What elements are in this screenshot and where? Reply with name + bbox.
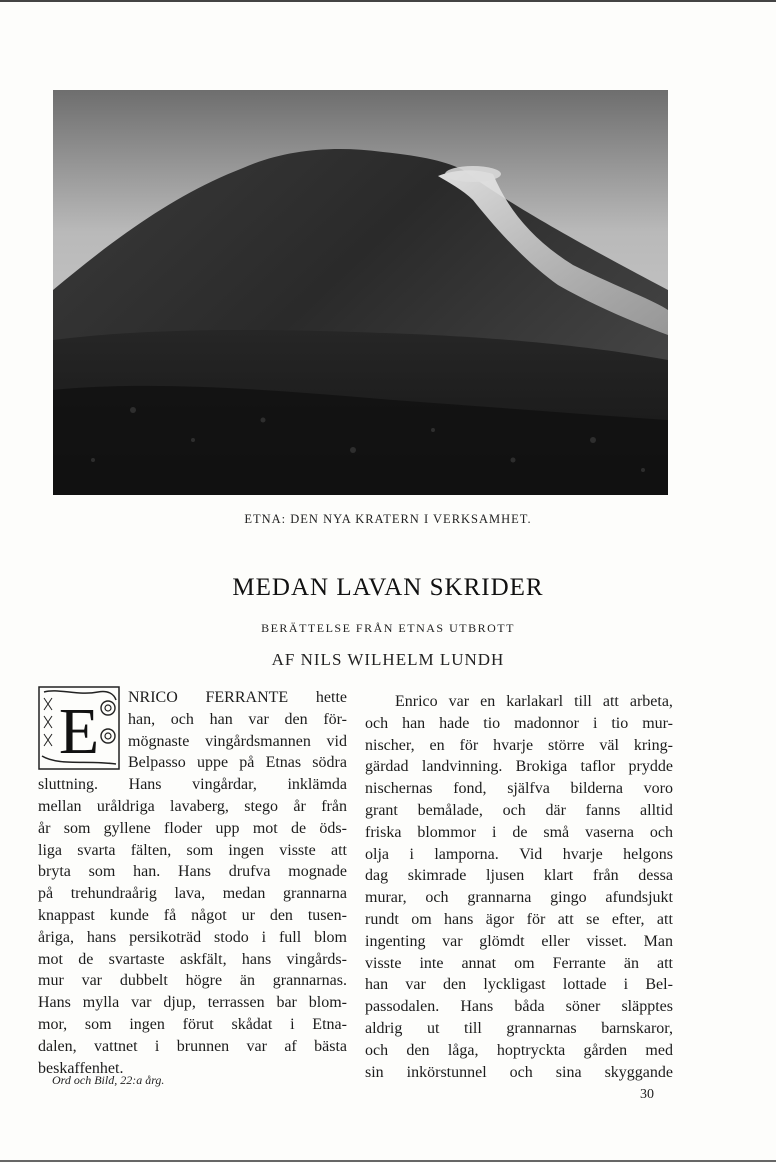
text-line: passodalen. Hans båda söner släpptes	[365, 998, 673, 1016]
text-line: beskaffenhet.	[38, 1059, 124, 1077]
text-line: aldrig ut till grannarnas barnskaror,	[365, 1019, 673, 1037]
article-author: AF NILS WILHELM LUNDH	[271, 650, 505, 669]
text-line: på trehundraårig lava, medan grannarna	[38, 885, 347, 903]
right-column	[365, 691, 673, 1083]
text-line: Belpasso uppe på Etnas södra	[128, 754, 347, 772]
text-line: olja i lamporna. Vid hvarje helgons	[365, 845, 673, 863]
text-line: visste inte annat om Ferrante än att	[365, 954, 673, 972]
text-line: han, och han var den för-	[128, 710, 347, 728]
text-line: åriga, hans persikoträd stodo i full blom	[38, 928, 347, 946]
text-line: nischernas fond, själfva bilderna voro	[365, 780, 673, 798]
etna-photograph	[53, 90, 668, 495]
text-line: mot de svartaste askfält, hans vingårds-	[38, 950, 347, 968]
photo-caption: ETNA: DEN NYA KRATERN I VERKSAMHET.	[244, 512, 532, 526]
publication-footer: Ord och Bild, 22:a årg.	[52, 1073, 165, 1087]
text-line: NRICO FERRANTE hette	[128, 689, 347, 706]
text-line: dalen, vattnet i brunnen var af bästa	[38, 1037, 347, 1055]
text-line: dag skimrade ljusen klart från dessa	[365, 867, 673, 885]
text-line: gärdad landvinning. Brokiga taflor prydde	[365, 758, 673, 776]
text-line: nischer, en för hvarje större väl kring-	[365, 736, 673, 754]
text-line: Enrico var en karlakarl till att arbeta,	[395, 693, 673, 710]
text-line: och den låga, hoptryckta gården med	[365, 1041, 673, 1059]
text-line: sluttning. Hans vingårdar, inklämda	[38, 776, 347, 794]
text-line: han var den lyckligast lottade i Bel-	[365, 976, 673, 994]
article-subtitle: BERÄTTELSE FRÅN ETNAS UTBROTT	[261, 621, 515, 635]
text-line: år som gyllene floder upp mot de öds-	[38, 819, 347, 837]
top-rule	[0, 0, 776, 2]
text-line: ingenting var glömdt eller visset. Man	[365, 932, 673, 950]
text-line: mur var dubbelt högre än grannarnas.	[38, 972, 347, 990]
article-title: MEDAN LAVAN SKRIDER	[232, 574, 544, 601]
text-line: knappast kunde få något ur den tusen-	[38, 906, 347, 924]
text-line: murar, och grannarna gingo afundsjukt	[365, 889, 673, 907]
text-line: mellan uråldriga lavaberg, stego år från	[38, 797, 347, 815]
text-line: rundt om hans ägor för att se efter, att	[365, 910, 673, 928]
drop-cap-letter: E	[58, 695, 100, 768]
text-line: sin inkörstunnel och sina skyggande	[365, 1063, 673, 1081]
text-line: Hans mylla var djup, terrassen bar blom-	[38, 994, 347, 1012]
text-line: mor, som ingen förut skådat i Etna-	[38, 1015, 347, 1033]
left-column	[38, 687, 347, 1079]
text-line: mögnaste vingårdsmannen vid	[128, 732, 347, 750]
bottom-rule	[0, 1160, 776, 1162]
text-line: bryta som han. Hans drufva mognade	[38, 863, 347, 881]
page-number: 30	[640, 1087, 654, 1102]
text-line: liga svarta fälten, som ingen visste att	[38, 841, 347, 859]
text-line: och han hade tio madonnor i tio mur-	[365, 714, 673, 732]
text-line: grant bemålade, och där fanns alltid	[365, 801, 673, 819]
text-line: friska blommor i de små vaserna och	[365, 823, 673, 841]
